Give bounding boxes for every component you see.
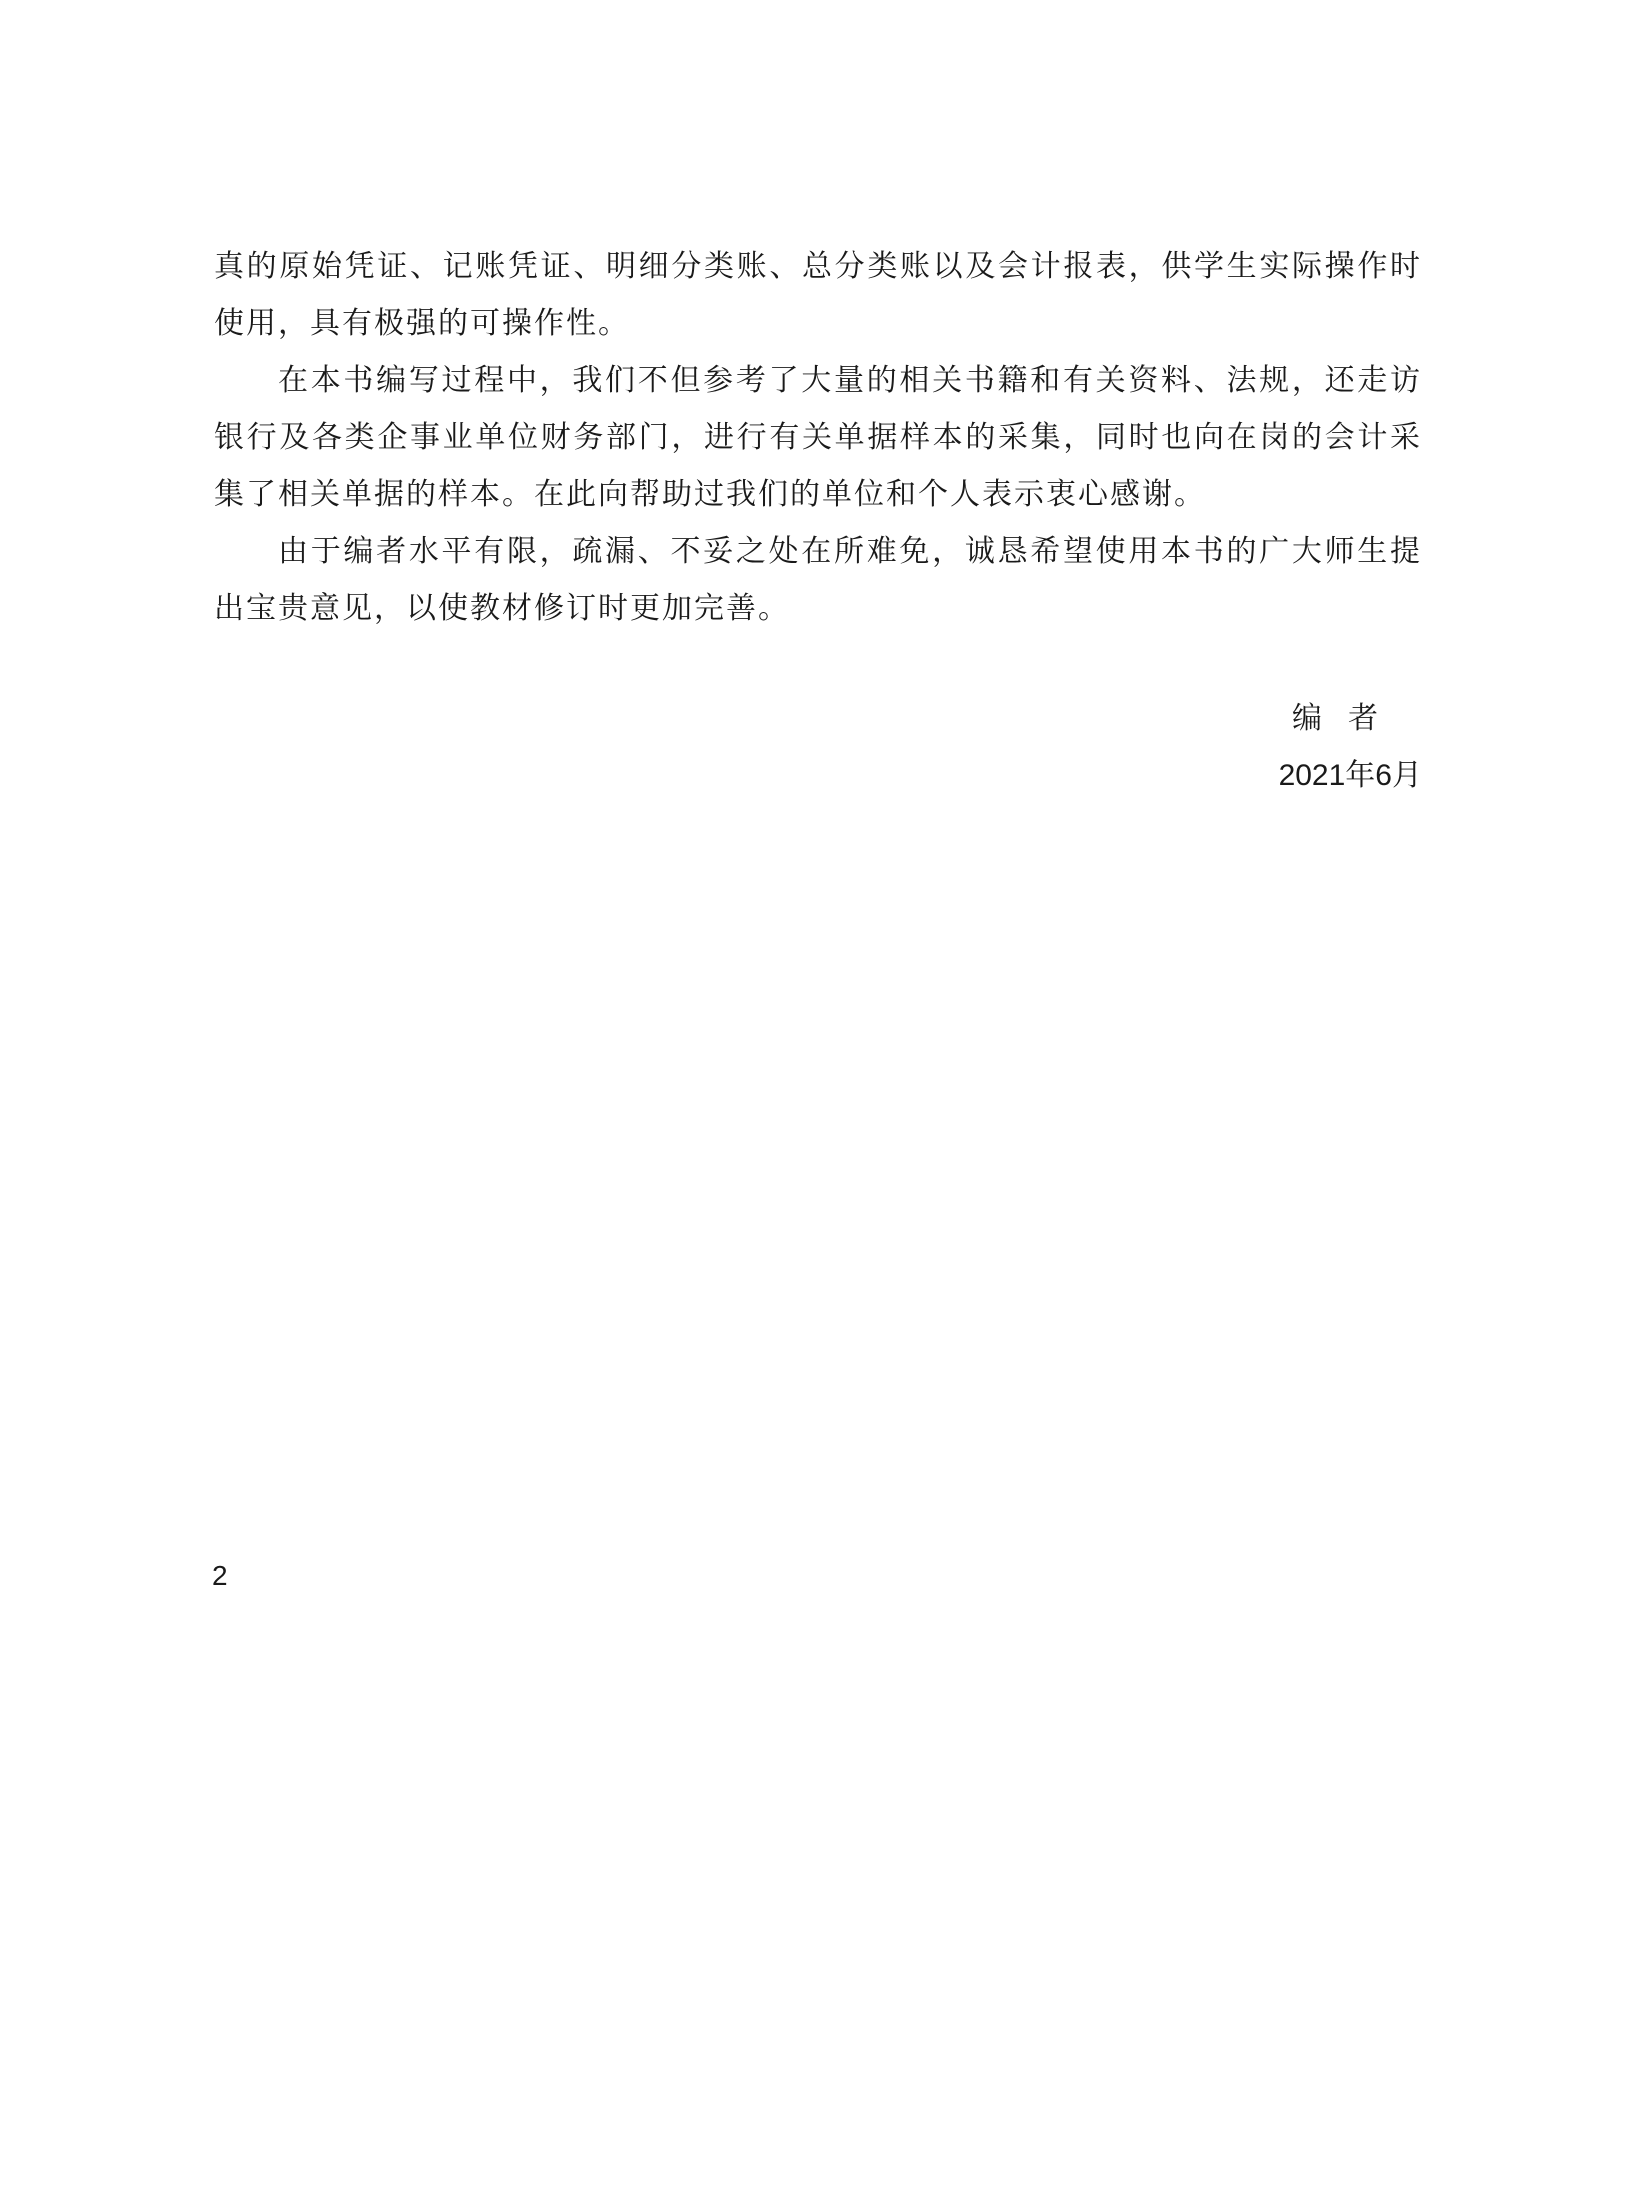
paragraph-continuation: 真的原始凭证、记账凭证、明细分类账、总分类账以及会计报表，供学生实际操作时使用，具有极强的可操作性。 [214,249,1422,341]
author-signature: 编者 [1292,701,1404,736]
signature-date: 2021年6月 [1278,759,1422,792]
paragraph-feedback: 由于编者水平有限，疏漏、不妥之处在所难免，诚恳希望使用本书的广大师生提出宝贵意见，以使教材修订时更加完善。 [214,534,1422,626]
paragraph-acknowledgement: 在本书编写过程中，我们不但参考了大量的相关书籍和有关资料、法规，还走访银行及各类企事业单位财务部门，进行有关单据样本的采集，同时也向在岗的会计采集了相关单据的样本。在此向帮助过我们的单位和个人表示衷心感谢。 [214,363,1422,512]
page-number: 2 [212,1560,228,1591]
signature-block [1279,690,1422,804]
body-text [214,238,1422,637]
